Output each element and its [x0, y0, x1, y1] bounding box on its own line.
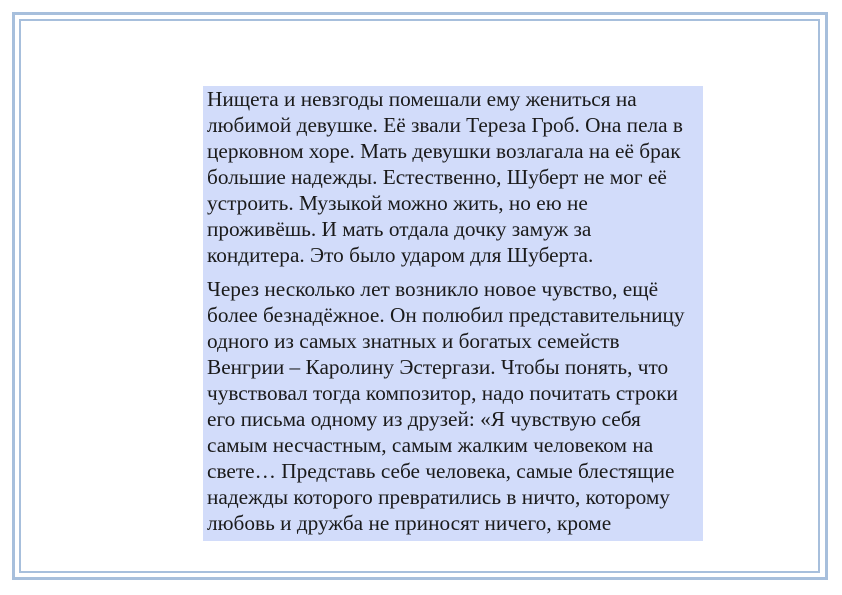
text-line: кондитера. Это было ударом для Шуберта.: [207, 243, 594, 267]
text-line: проживёшь. И мать отдала дочку замуж за: [207, 217, 592, 241]
text-line: его письма одному из друзей: «Я чувствую себя: [207, 407, 641, 431]
text-line: одного из самых знатных и богатых семейств: [207, 329, 620, 353]
text-line: более безнадёжное. Он полюбил представительницу: [207, 303, 685, 327]
text-line: любовь и дружба не приносят ничего, кроме: [207, 511, 612, 535]
text-line: самым несчастным, самым жалким человеком на: [207, 433, 654, 457]
text-line: Нищета и невзгоды помешали ему жениться на: [207, 87, 637, 111]
paragraph-1: [207, 86, 699, 268]
text-line: церковном хоре. Мать девушки возлагала на её брак: [207, 139, 681, 163]
text-box: [203, 86, 703, 541]
text-line: Венгрии – Каролину Эстергази. Чтобы понять, что: [207, 355, 669, 379]
text-line: большие надежды. Естественно, Шуберт не мог её: [207, 165, 667, 189]
text-line: надежды которого превратились в ничто, которому: [207, 485, 670, 509]
text-line: устроить. Музыкой можно жить, но ею не: [207, 191, 588, 215]
text-line: свете… Представь себе человека, самые блестящие: [207, 459, 675, 483]
text-line: Через несколько лет возникло новое чувство, ещё: [207, 277, 659, 301]
text-line: любимой девушке. Её звали Тереза Гроб. Она пела в: [207, 113, 683, 137]
text-line: чувствовал тогда композитор, надо почитать строки: [207, 381, 678, 405]
paragraph-2: [207, 276, 699, 536]
